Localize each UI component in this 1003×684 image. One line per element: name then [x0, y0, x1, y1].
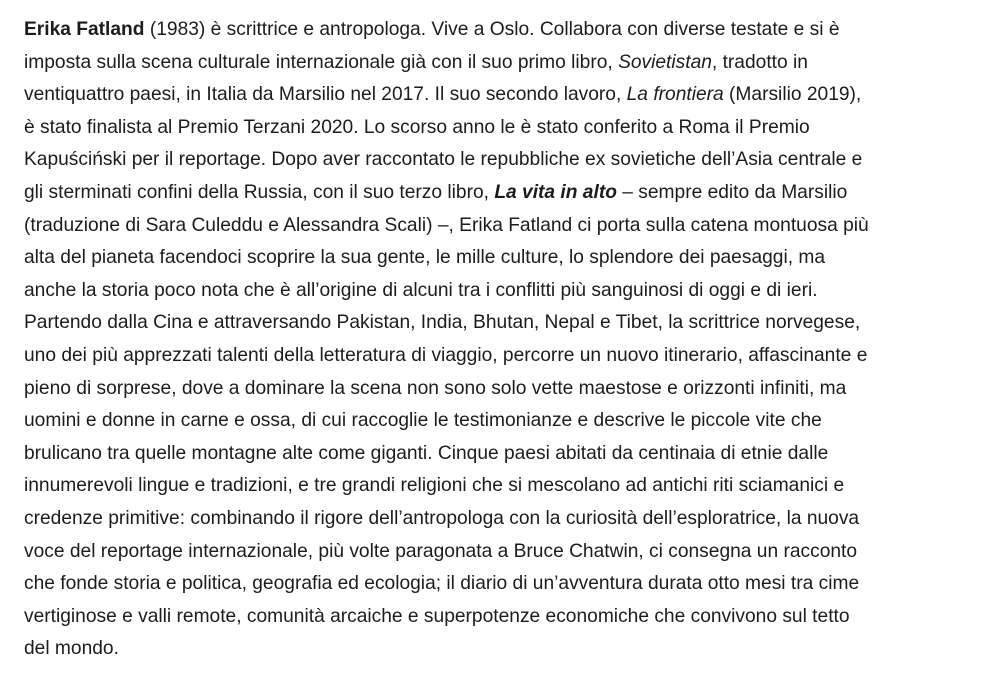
bio-text: (traduzione di Sara Culeddu e Alessandra Scali) –, Erika Fatland ci porta sulla catena montuosa più [24, 214, 869, 236]
bio-line [24, 373, 989, 406]
featured-book-title: La vita in alto [494, 181, 617, 203]
bio-text: voce del reportage internazionale, più volte paragonata a Bruce Chatwin, ci consegna un racconto [24, 540, 858, 562]
bio-text: Kapuściński per il reportage. Dopo aver raccontato le repubbliche ex sovietiche dell’Asia centrale e [24, 149, 863, 171]
author-bio-paragraph [24, 14, 989, 666]
bio-text: anche la storia poco nota che è all’origine di alcuni tra i conflitti più sanguinosi di oggi e di ieri. [24, 279, 818, 301]
bio-text: (Marsilio 2019), [723, 84, 862, 106]
bio-line [24, 14, 989, 47]
bio-text: uno dei più apprezzati talenti della letteratura di viaggio, percorre un nuovo itinerario, affascinante e [24, 344, 868, 366]
bio-text: – sempre edito da Marsilio [616, 181, 848, 203]
bio-line [24, 340, 989, 373]
bio-line [24, 47, 989, 80]
bio-text: uomini e donne in carne e ossa, di cui raccoglie le testimonianze e descrive le piccole vite che [24, 410, 822, 432]
bio-text: pieno di sorprese, dove a dominare la scena non sono solo vette maestose e orizzonti infiniti, ma [24, 377, 847, 399]
bio-line [24, 275, 989, 308]
bio-text: alta del pianeta facendoci scoprire la sua gente, le mille culture, lo splendore dei paesaggi, ma [24, 247, 826, 269]
bio-text: imposta sulla scena culturale internazionale già con il suo primo libro, [24, 51, 619, 73]
book-title: La frontiera [626, 84, 724, 106]
bio-text: brulicano tra quelle montagne alte come giganti. Cinque paesi abitati da centinaia di etnie dalle [24, 442, 829, 464]
bio-line [24, 503, 989, 536]
bio-text: innumerevoli lingue e tradizioni, e tre grandi religioni che si mescolano ad antichi riti sciamanici e [24, 475, 845, 497]
bio-text: (1983) è scrittrice e antropologa. Vive a Oslo. Collabora con diverse testate e si è [144, 19, 840, 40]
bio-text: ventiquattro paesi, in Italia da Marsilio nel 2017. Il suo secondo lavoro, [24, 84, 627, 106]
bio-line [24, 177, 989, 210]
bio-line [24, 307, 989, 340]
bio-text: credenze primitive: combinando il rigore dell’antropologa con la curiosità dell’esploratrice, la nuova [24, 507, 860, 529]
bio-line [24, 438, 989, 471]
bio-line [24, 470, 989, 503]
bio-line [24, 79, 989, 112]
bio-line [24, 210, 989, 243]
bio-line [24, 242, 989, 275]
bio-text: , tradotto in [711, 51, 808, 73]
bio-line [24, 144, 989, 177]
book-title: Sovietistan [618, 51, 712, 73]
bio-line [24, 536, 989, 569]
bio-line [24, 601, 989, 634]
bio-line [24, 405, 989, 438]
bio-text: è stato finalista al Premio Terzani 2020. Lo scorso anno le è stato conferito a Roma il Premio [24, 116, 810, 138]
author-name: Erika Fatland [24, 19, 145, 40]
bio-text: gli sterminati confini della Russia, con il suo terzo libro, [24, 181, 495, 203]
bio-line [24, 112, 989, 145]
bio-text: Partendo dalla Cina e attraversando Pakistan, India, Bhutan, Nepal e Tibet, la scrittrice norvegese, [24, 312, 861, 334]
bio-line [24, 568, 989, 601]
bio-text: che fonde storia e politica, geografia ed ecologia; il diario di un’avventura durata otto mesi tra cime [24, 573, 860, 595]
bio-text: del mondo. [24, 638, 119, 660]
bio-text: vertiginose e valli remote, comunità arcaiche e superpotenze economiche che convivono sul tetto [24, 605, 850, 627]
bio-line [24, 633, 989, 666]
